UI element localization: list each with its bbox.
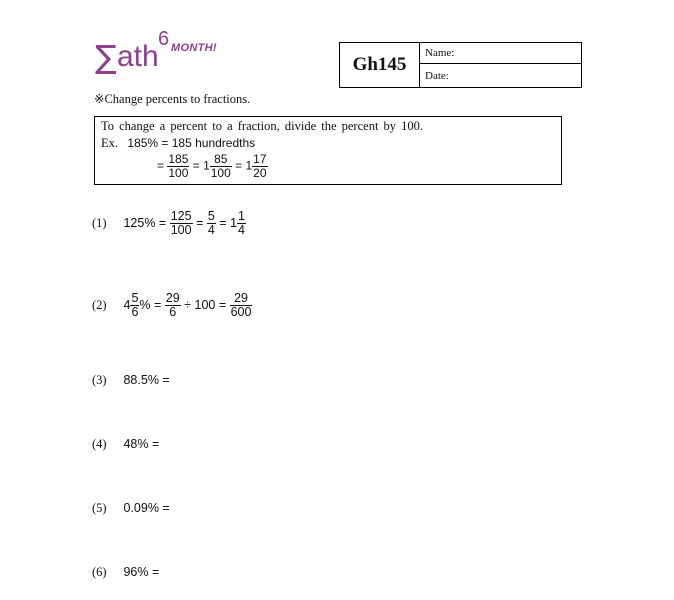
problem-4: [92, 437, 159, 452]
example-line: [101, 136, 255, 151]
denominator: 600: [230, 305, 252, 320]
numerator: 1: [238, 209, 245, 223]
problem-lead: 96% =: [123, 565, 160, 579]
logo-month: MONTH!: [171, 42, 217, 54]
equals-one: = 1: [192, 158, 210, 173]
example-steps: [157, 153, 268, 179]
problem-number: (6): [92, 565, 107, 579]
mixed-whole: 4: [123, 297, 131, 312]
fraction: [165, 292, 181, 319]
denominator: 6: [131, 305, 139, 320]
numerator: 29: [165, 291, 180, 305]
worksheet-header-box: [339, 42, 582, 88]
numerator: 125: [170, 209, 192, 223]
fraction: [170, 210, 193, 237]
fraction: [167, 153, 189, 179]
equals-one: = 1: [219, 215, 238, 230]
problem-number: (2): [92, 297, 107, 312]
numerator: 29: [230, 292, 253, 306]
instruction-text: ※Change percents to fractions.: [94, 92, 251, 106]
numerator: 85: [210, 153, 232, 167]
fraction: [210, 153, 232, 179]
percent-equals: % =: [139, 297, 162, 312]
example-box: [94, 116, 562, 185]
equals-sign: =: [157, 158, 165, 173]
fraction: [237, 210, 246, 237]
problem-lead: 48% =: [123, 437, 160, 451]
equals-one: = 1: [235, 158, 253, 173]
problem-lead: 0.09% =: [123, 501, 170, 515]
problem-6: [92, 565, 159, 580]
problem-5: [92, 501, 170, 516]
problem-lead: 88.5% =: [123, 373, 170, 387]
logo-six: 6: [158, 28, 170, 50]
numerator: 5: [207, 209, 215, 223]
example-label: Ex.: [101, 136, 119, 150]
problem-number: (1): [92, 215, 107, 230]
numerator: 185: [168, 152, 189, 166]
problem-2: [92, 292, 252, 319]
problem-number: (4): [92, 437, 107, 451]
fraction: [252, 153, 267, 179]
problem-lead: 125% =: [123, 215, 167, 230]
example-percent: 185% = 185 hundredths: [127, 136, 256, 150]
problem-3: [92, 373, 170, 388]
numerator: 17: [253, 152, 267, 166]
fraction: [230, 292, 253, 319]
divide-op: ÷ 100 =: [184, 297, 227, 312]
problem-number: (5): [92, 501, 107, 515]
fraction: [207, 210, 216, 237]
problem-number: (3): [92, 373, 107, 387]
denominator: 4: [238, 223, 245, 238]
denominator: 100: [168, 165, 189, 180]
name-field[interactable]: Name:: [420, 43, 581, 64]
equals-sign: =: [196, 215, 204, 230]
rule-text: To change a percent to a fraction, divide the percent by 100.: [101, 119, 424, 133]
worksheet-code: Gh145: [340, 43, 420, 87]
denominator: 6: [169, 305, 177, 320]
numerator: 5: [131, 291, 139, 305]
date-field[interactable]: Date:: [425, 70, 449, 82]
logo-ath-text: ath: [117, 40, 159, 73]
sigma-glyph: ∑: [95, 38, 117, 76]
denominator: 4: [207, 223, 215, 238]
denominator: 100: [170, 223, 192, 238]
denominator: 20: [253, 165, 267, 180]
problem-1: [92, 210, 246, 237]
denominator: 100: [210, 165, 231, 180]
